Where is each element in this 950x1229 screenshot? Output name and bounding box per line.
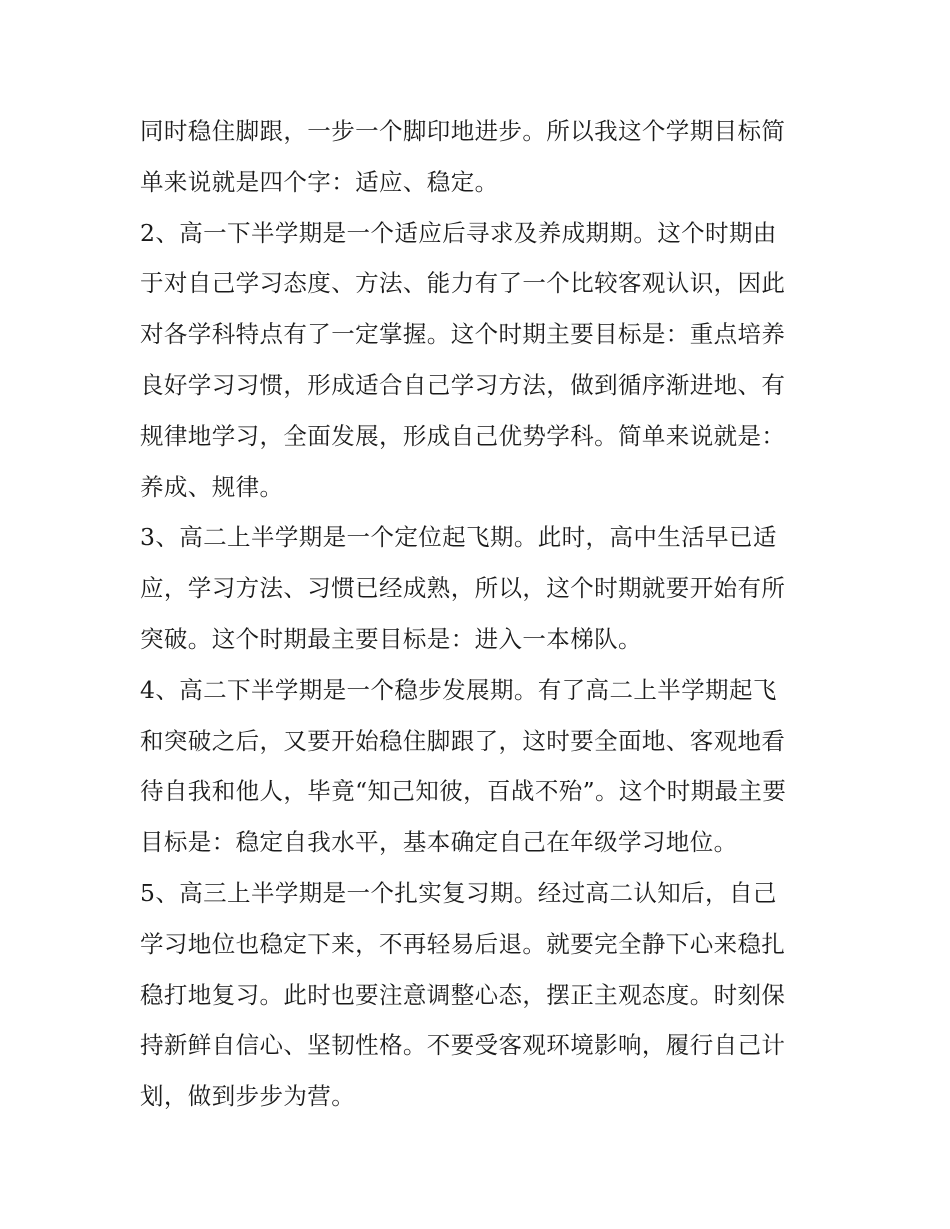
document-body [140,106,812,1122]
text-line: 养成、规律。 [140,472,284,501]
text-line: 目标是：稳定自我水平，基本确定自己在年级学习地位。 [140,828,738,857]
text-line: 5、高三上半学期是一个扎实复习期。经过高二认知后，自己 [140,878,777,907]
text-line: 于对自己学习态度、方法、能力有了一个比较客观认识，因此 [140,269,786,298]
text-line: 持新鲜自信心、坚韧性格。不要受客观环境影响，履行自己计 [140,1031,786,1060]
text-line: 规律地学习，全面发展，形成自己优势学科。简单来说就是： [140,421,786,450]
text-line: 3、高二上半学期是一个定位起飞期。此时，高中生活早已适 [140,523,777,552]
text-line: 划，做到步步为营。 [140,1082,356,1111]
text-line: 稳打地复习。此时也要注意调整心态，摆正主观态度。时刻保 [140,980,786,1009]
text-line: 单来说就是四个字：适应、稳定。 [140,167,499,196]
text-line: 对各学科特点有了一定掌握。这个时期主要目标是：重点培养 [140,320,786,349]
text-line: 良好学习习惯，形成适合自己学习方法，做到循序渐进地、有 [140,370,786,399]
text-line: 2、高一下半学期是一个适应后寻求及养成期期。这个时期由 [140,218,777,247]
text-line: 同时稳住脚跟，一步一个脚印地进步。所以我这个学期目标简 [140,117,786,145]
text-line: 学习地位也稳定下来，不再轻易后退。就要完全静下心来稳扎 [140,929,786,958]
text-line: 突破。这个时期最主要目标是：进入一本梯队。 [140,624,642,653]
text-line: 和突破之后，又要开始稳住脚跟了，这时要全面地、客观地看 [140,726,786,755]
text-line: 4、高二下半学期是一个稳步发展期。有了高二上半学期起飞 [140,675,777,704]
text-line: 应，学习方法、习惯已经成熟，所以，这个时期就要开始有所 [140,574,786,603]
text-line: 待自我和他人，毕竟“知己知彼，百战不殆”。这个时期最主要 [140,777,787,806]
